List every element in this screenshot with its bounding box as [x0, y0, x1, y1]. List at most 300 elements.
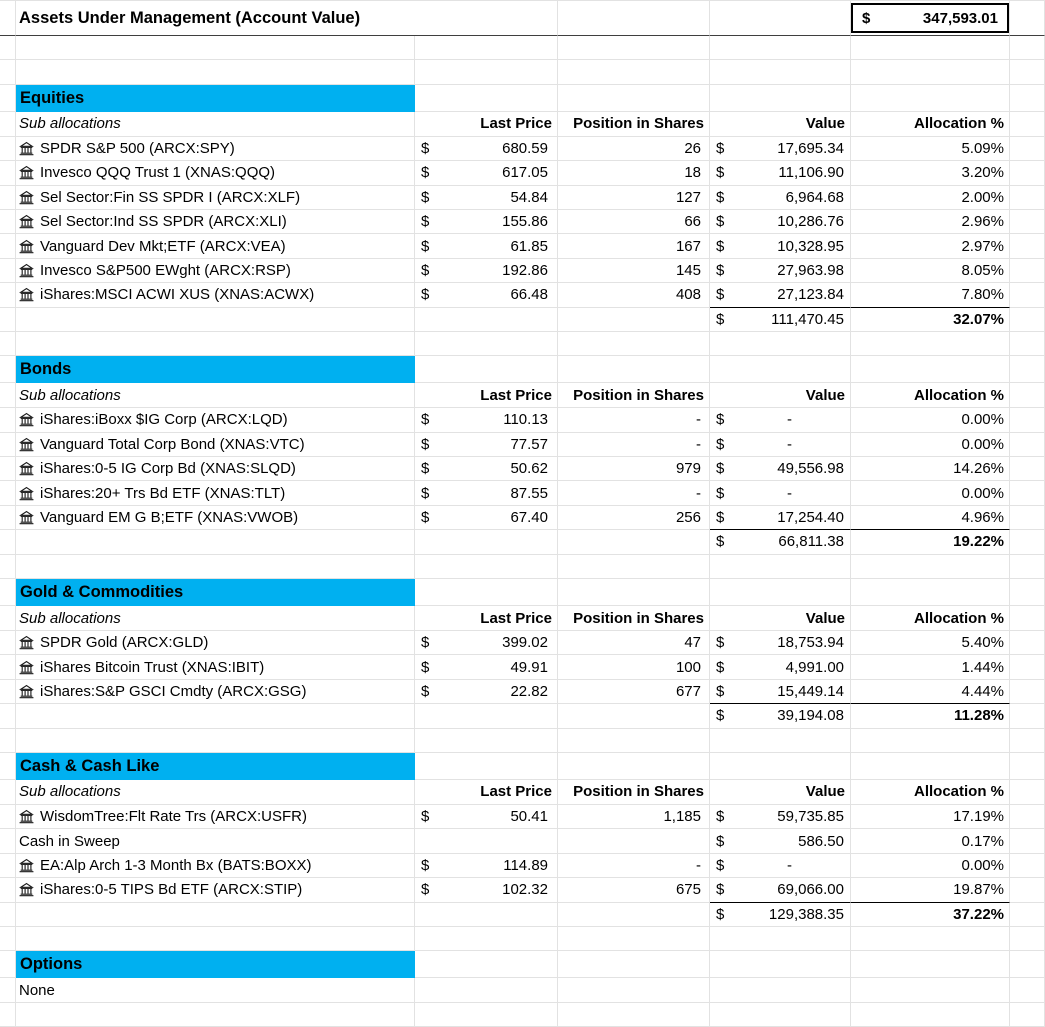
- cell-blank[interactable]: [558, 555, 710, 579]
- cell-blank[interactable]: [0, 729, 16, 753]
- cell-blank[interactable]: [558, 704, 710, 728]
- last-price-cell[interactable]: [415, 655, 558, 679]
- column-header-value[interactable]: Value: [710, 606, 851, 631]
- cell-blank[interactable]: [0, 655, 16, 679]
- position-cell[interactable]: [558, 829, 710, 853]
- cell-blank[interactable]: [710, 978, 851, 1002]
- last-price-cell[interactable]: [415, 854, 558, 878]
- cell-blank[interactable]: [558, 85, 710, 112]
- cell-blank[interactable]: [1010, 0, 1045, 36]
- value-cell[interactable]: [710, 631, 851, 655]
- cell-blank[interactable]: [851, 978, 1010, 1002]
- amount: 110.13: [503, 411, 548, 429]
- cell-blank[interactable]: [558, 978, 710, 1002]
- cell-blank[interactable]: [0, 36, 16, 60]
- cell-blank[interactable]: [415, 85, 558, 112]
- account-value-cell[interactable]: [851, 0, 1010, 36]
- cell-blank[interactable]: [0, 332, 16, 356]
- value-cell[interactable]: [710, 433, 851, 457]
- position-cell[interactable]: -: [558, 408, 710, 432]
- column-header-position[interactable]: Position in Shares: [558, 383, 710, 408]
- cell-blank[interactable]: [851, 85, 1010, 112]
- section-header-options[interactable]: Options: [16, 951, 415, 978]
- cell-blank[interactable]: [710, 927, 851, 951]
- last-price-cell[interactable]: [415, 210, 558, 234]
- position-cell[interactable]: 979: [558, 457, 710, 481]
- amount: 15,449.14: [777, 683, 844, 700]
- cell-blank[interactable]: [16, 60, 415, 84]
- instrument-cell[interactable]: [16, 481, 415, 505]
- cell-blank[interactable]: [1010, 481, 1045, 505]
- cell-blank[interactable]: [0, 234, 16, 258]
- sub-allocations-label[interactable]: Sub allocations: [16, 383, 415, 408]
- instrument-label: iShares:20+ Trs Bd ETF (XNAS:TLT): [40, 484, 286, 502]
- last-price-cell[interactable]: [415, 259, 558, 283]
- cell-blank[interactable]: [0, 1003, 16, 1027]
- position-cell[interactable]: 127: [558, 186, 710, 210]
- cell-blank[interactable]: [1010, 356, 1045, 383]
- cell-blank[interactable]: [851, 60, 1010, 84]
- allocation-cell[interactable]: 2.96%: [851, 210, 1010, 234]
- value-cell[interactable]: [710, 161, 851, 185]
- cell-blank[interactable]: [1010, 60, 1045, 84]
- cell-blank[interactable]: [415, 729, 558, 753]
- allocation-cell[interactable]: 14.26%: [851, 457, 1010, 481]
- cell-blank[interactable]: [0, 530, 16, 554]
- cell-blank[interactable]: [0, 112, 16, 137]
- cell-blank[interactable]: [415, 927, 558, 951]
- cell-blank[interactable]: [415, 579, 558, 606]
- cell-blank[interactable]: [0, 631, 16, 655]
- cell-blank[interactable]: [1010, 854, 1045, 878]
- cell-blank[interactable]: [558, 927, 710, 951]
- section-note[interactable]: None: [16, 978, 415, 1002]
- cell-blank[interactable]: [851, 927, 1010, 951]
- cell-blank[interactable]: [710, 729, 851, 753]
- section-total-value[interactable]: [710, 308, 851, 332]
- cell-blank[interactable]: [1010, 729, 1045, 753]
- cell-blank[interactable]: [415, 978, 558, 1002]
- position-cell[interactable]: 408: [558, 283, 710, 307]
- value-cell[interactable]: [710, 481, 851, 505]
- cell-blank[interactable]: [710, 36, 851, 60]
- cell-blank[interactable]: [851, 729, 1010, 753]
- cell-blank[interactable]: [1010, 606, 1045, 631]
- instrument-cell[interactable]: [16, 854, 415, 878]
- allocation-cell[interactable]: 8.05%: [851, 259, 1010, 283]
- instrument-cell[interactable]: [16, 829, 415, 853]
- cell-blank[interactable]: [0, 927, 16, 951]
- currency-symbol: $: [716, 881, 725, 899]
- cell-blank[interactable]: [0, 383, 16, 408]
- amount: 67.40: [510, 509, 548, 527]
- instrument-cell[interactable]: [16, 186, 415, 210]
- column-header-allocation[interactable]: Allocation %: [851, 606, 1010, 631]
- value-cell[interactable]: [710, 506, 851, 530]
- value-cell[interactable]: [710, 878, 851, 902]
- last-price-cell[interactable]: [415, 481, 558, 505]
- column-header-allocation[interactable]: Allocation %: [851, 383, 1010, 408]
- sub-allocations-label[interactable]: Sub allocations: [16, 112, 415, 137]
- cell-blank[interactable]: [16, 332, 415, 356]
- cell-blank[interactable]: [558, 579, 710, 606]
- cell-blank[interactable]: [0, 951, 16, 978]
- sub-allocations-label[interactable]: Sub allocations: [16, 606, 415, 631]
- cell-blank[interactable]: [0, 704, 16, 728]
- allocation-cell[interactable]: 0.17%: [851, 829, 1010, 853]
- cell-blank[interactable]: [0, 0, 16, 36]
- cell-blank[interactable]: [1010, 978, 1045, 1002]
- value-cell[interactable]: [710, 137, 851, 161]
- cell-blank[interactable]: [558, 753, 710, 780]
- cell-blank[interactable]: [0, 356, 16, 383]
- cell-blank[interactable]: [16, 1003, 415, 1027]
- cell-blank[interactable]: [0, 978, 16, 1002]
- column-header-allocation[interactable]: Allocation %: [851, 780, 1010, 805]
- last-price-cell[interactable]: [415, 680, 558, 704]
- sub-allocations-label[interactable]: Sub allocations: [16, 780, 415, 805]
- cell-blank[interactable]: [16, 704, 415, 728]
- cell-blank[interactable]: [0, 433, 16, 457]
- last-price-cell[interactable]: [415, 137, 558, 161]
- cell-blank[interactable]: [558, 308, 710, 332]
- cell-blank[interactable]: [0, 555, 16, 579]
- last-price-cell[interactable]: [415, 805, 558, 829]
- cell-blank[interactable]: [1010, 161, 1045, 185]
- cell-blank[interactable]: [0, 457, 16, 481]
- empty-row: [0, 555, 1045, 579]
- allocation-cell[interactable]: 19.87%: [851, 878, 1010, 902]
- cell-blank[interactable]: [415, 332, 558, 356]
- cell-blank[interactable]: [0, 805, 16, 829]
- position-cell[interactable]: 1,185: [558, 805, 710, 829]
- column-header-value[interactable]: Value: [710, 112, 851, 137]
- section-header-equities[interactable]: Equities: [16, 85, 415, 112]
- last-price-cell[interactable]: [415, 408, 558, 432]
- cell-blank[interactable]: [1010, 555, 1045, 579]
- value-cell[interactable]: [710, 234, 851, 258]
- cell-blank[interactable]: [1010, 210, 1045, 234]
- instrument-cell[interactable]: [16, 234, 415, 258]
- section-header-bonds[interactable]: Bonds: [16, 356, 415, 383]
- cell-blank[interactable]: [0, 210, 16, 234]
- cell-blank[interactable]: [851, 951, 1010, 978]
- section-total-allocation[interactable]: 19.22%: [851, 530, 1010, 554]
- cell-blank[interactable]: [1010, 1003, 1045, 1027]
- instrument-cell[interactable]: [16, 506, 415, 530]
- cell-blank[interactable]: [0, 60, 16, 84]
- instrument-row: [0, 680, 1045, 704]
- cell-blank[interactable]: [0, 579, 16, 606]
- cell-blank[interactable]: [0, 829, 16, 853]
- instrument-cell[interactable]: [16, 161, 415, 185]
- position-cell[interactable]: 256: [558, 506, 710, 530]
- last-price-cell[interactable]: [415, 283, 558, 307]
- cell-blank[interactable]: [415, 1003, 558, 1027]
- position-cell[interactable]: -: [558, 433, 710, 457]
- cell-blank[interactable]: [1010, 457, 1045, 481]
- column-header-last-price[interactable]: Last Price: [415, 780, 558, 805]
- cell-blank[interactable]: [710, 0, 851, 36]
- cell-blank[interactable]: [710, 60, 851, 84]
- cell-blank[interactable]: [415, 704, 558, 728]
- cell-blank[interactable]: [558, 951, 710, 978]
- cell-blank[interactable]: [1010, 308, 1045, 332]
- cell-blank[interactable]: [1010, 112, 1045, 137]
- last-price-cell[interactable]: [415, 186, 558, 210]
- cell-blank[interactable]: [415, 903, 558, 927]
- cell-blank[interactable]: [1010, 433, 1045, 457]
- instrument-cell[interactable]: [16, 433, 415, 457]
- value-cell[interactable]: [710, 680, 851, 704]
- value-cell[interactable]: [710, 283, 851, 307]
- cell-blank[interactable]: [0, 506, 16, 530]
- instrument-cell[interactable]: [16, 805, 415, 829]
- allocation-cell[interactable]: 3.20%: [851, 161, 1010, 185]
- instrument-cell[interactable]: [16, 680, 415, 704]
- cell-blank[interactable]: [558, 1003, 710, 1027]
- cell-blank[interactable]: [0, 481, 16, 505]
- instrument-cell[interactable]: [16, 137, 415, 161]
- bank-icon: [19, 165, 35, 180]
- position-cell[interactable]: 675: [558, 878, 710, 902]
- page-title[interactable]: Assets Under Management (Account Value): [16, 0, 558, 36]
- cell-blank[interactable]: [558, 356, 710, 383]
- allocation-cell[interactable]: 17.19%: [851, 805, 1010, 829]
- cell-blank[interactable]: [16, 530, 415, 554]
- cell-blank[interactable]: [851, 753, 1010, 780]
- cell-blank[interactable]: [415, 36, 558, 60]
- cell-blank[interactable]: [0, 780, 16, 805]
- cell-blank[interactable]: [415, 951, 558, 978]
- instrument-cell[interactable]: [16, 259, 415, 283]
- cell-blank[interactable]: [415, 308, 558, 332]
- cell-blank[interactable]: [0, 186, 16, 210]
- cell-blank[interactable]: [0, 161, 16, 185]
- last-price-cell[interactable]: [415, 829, 558, 853]
- cell-blank[interactable]: [16, 36, 415, 60]
- position-cell[interactable]: 66: [558, 210, 710, 234]
- cell-blank[interactable]: [851, 555, 1010, 579]
- allocation-cell[interactable]: 4.44%: [851, 680, 1010, 704]
- cell-blank[interactable]: [558, 903, 710, 927]
- instrument-cell[interactable]: [16, 283, 415, 307]
- value-cell[interactable]: [710, 408, 851, 432]
- value-cell[interactable]: [710, 829, 851, 853]
- allocation-cell[interactable]: 0.00%: [851, 854, 1010, 878]
- section-total-value[interactable]: [710, 530, 851, 554]
- instrument-cell[interactable]: [16, 210, 415, 234]
- cell-blank[interactable]: [415, 555, 558, 579]
- cell-blank[interactable]: [851, 579, 1010, 606]
- cell-blank[interactable]: [1010, 85, 1045, 112]
- cell-blank[interactable]: [1010, 506, 1045, 530]
- cell-blank[interactable]: [1010, 655, 1045, 679]
- position-cell[interactable]: 18: [558, 161, 710, 185]
- cell-blank[interactable]: [710, 951, 851, 978]
- cell-blank[interactable]: [710, 1003, 851, 1027]
- cell-blank[interactable]: [1010, 927, 1045, 951]
- cell-blank[interactable]: [16, 729, 415, 753]
- allocation-cell[interactable]: 4.96%: [851, 506, 1010, 530]
- cell-blank[interactable]: [851, 356, 1010, 383]
- cell-blank[interactable]: [851, 1003, 1010, 1027]
- cell-blank[interactable]: [1010, 137, 1045, 161]
- cell-blank[interactable]: [1010, 631, 1045, 655]
- cell-blank[interactable]: [710, 579, 851, 606]
- position-cell[interactable]: 145: [558, 259, 710, 283]
- cell-blank[interactable]: [0, 283, 16, 307]
- cell-blank[interactable]: [1010, 780, 1045, 805]
- cell-blank[interactable]: [1010, 36, 1045, 60]
- position-cell[interactable]: 100: [558, 655, 710, 679]
- cell-blank[interactable]: [1010, 332, 1045, 356]
- cell-blank[interactable]: [415, 753, 558, 780]
- cell-blank[interactable]: [851, 332, 1010, 356]
- cell-blank[interactable]: [1010, 234, 1045, 258]
- cell-blank[interactable]: [558, 530, 710, 554]
- cell-blank[interactable]: [1010, 530, 1045, 554]
- section-total-value[interactable]: [710, 704, 851, 728]
- cell-blank[interactable]: [16, 308, 415, 332]
- instrument-cell[interactable]: [16, 631, 415, 655]
- column-header-value[interactable]: Value: [710, 383, 851, 408]
- column-header-value[interactable]: Value: [710, 780, 851, 805]
- value-cell[interactable]: [710, 186, 851, 210]
- cell-blank[interactable]: [558, 0, 710, 36]
- instrument-cell[interactable]: [16, 457, 415, 481]
- cell-blank[interactable]: [710, 332, 851, 356]
- allocation-cell[interactable]: 2.97%: [851, 234, 1010, 258]
- column-header-last-price[interactable]: Last Price: [415, 112, 558, 137]
- cell-blank[interactable]: [415, 356, 558, 383]
- cell-blank[interactable]: [0, 606, 16, 631]
- cell-blank[interactable]: [1010, 680, 1045, 704]
- cell-blank[interactable]: [415, 60, 558, 84]
- cell-blank[interactable]: [1010, 408, 1045, 432]
- cell-blank[interactable]: [1010, 951, 1045, 978]
- column-header-last-price[interactable]: Last Price: [415, 383, 558, 408]
- cell-blank[interactable]: [0, 259, 16, 283]
- currency-symbol: $: [716, 435, 725, 453]
- section-header-cash-cash-like[interactable]: Cash & Cash Like: [16, 753, 415, 780]
- cell-blank[interactable]: [16, 903, 415, 927]
- last-price-cell[interactable]: [415, 878, 558, 902]
- cell-blank[interactable]: [710, 555, 851, 579]
- position-cell[interactable]: 47: [558, 631, 710, 655]
- section-total-row-bonds: [0, 530, 1045, 554]
- amount: 69,066.00: [777, 881, 844, 899]
- instrument-cell[interactable]: [16, 408, 415, 432]
- column-header-position[interactable]: Position in Shares: [558, 780, 710, 805]
- last-price-cell[interactable]: [415, 631, 558, 655]
- cell-blank[interactable]: [1010, 903, 1045, 927]
- cell-blank[interactable]: [415, 530, 558, 554]
- position-cell[interactable]: -: [558, 854, 710, 878]
- column-header-last-price[interactable]: Last Price: [415, 606, 558, 631]
- position-cell[interactable]: -: [558, 481, 710, 505]
- cell-blank[interactable]: [1010, 704, 1045, 728]
- cell-blank[interactable]: [1010, 579, 1045, 606]
- cell-blank[interactable]: [0, 137, 16, 161]
- last-price-cell[interactable]: [415, 433, 558, 457]
- section-total-value[interactable]: [710, 903, 851, 927]
- cell-blank[interactable]: [710, 753, 851, 780]
- column-header-allocation[interactable]: Allocation %: [851, 112, 1010, 137]
- cell-blank[interactable]: [0, 308, 16, 332]
- allocation-cell[interactable]: 1.44%: [851, 655, 1010, 679]
- position-cell[interactable]: 26: [558, 137, 710, 161]
- cell-blank[interactable]: [1010, 383, 1045, 408]
- cell-blank[interactable]: [558, 729, 710, 753]
- section-total-row-cash-cash-like: [0, 903, 1045, 927]
- value-cell[interactable]: [710, 259, 851, 283]
- cell-blank[interactable]: [16, 555, 415, 579]
- column-header-position[interactable]: Position in Shares: [558, 112, 710, 137]
- section-header-gold-commodities[interactable]: Gold & Commodities: [16, 579, 415, 606]
- cell-blank[interactable]: [558, 332, 710, 356]
- allocation-cell[interactable]: 5.09%: [851, 137, 1010, 161]
- cell-blank[interactable]: [0, 85, 16, 112]
- last-price-cell[interactable]: [415, 234, 558, 258]
- instrument-cell[interactable]: [16, 655, 415, 679]
- value-cell[interactable]: [710, 210, 851, 234]
- last-price-cell[interactable]: [415, 457, 558, 481]
- column-header-position[interactable]: Position in Shares: [558, 606, 710, 631]
- cell-blank[interactable]: [1010, 753, 1045, 780]
- instrument-cell[interactable]: [16, 878, 415, 902]
- value-cell[interactable]: [710, 457, 851, 481]
- last-price-cell[interactable]: [415, 161, 558, 185]
- cell-blank[interactable]: [1010, 829, 1045, 853]
- cell-blank[interactable]: [1010, 186, 1045, 210]
- allocation-cell[interactable]: 2.00%: [851, 186, 1010, 210]
- cell-blank[interactable]: [851, 36, 1010, 60]
- value-cell[interactable]: [710, 854, 851, 878]
- allocation-cell[interactable]: 5.40%: [851, 631, 1010, 655]
- value-cell[interactable]: [710, 655, 851, 679]
- cell-blank[interactable]: [0, 408, 16, 432]
- section-total-allocation[interactable]: 32.07%: [851, 308, 1010, 332]
- allocation-cell[interactable]: 0.00%: [851, 481, 1010, 505]
- cell-blank[interactable]: [1010, 878, 1045, 902]
- position-cell[interactable]: 167: [558, 234, 710, 258]
- allocation-cell[interactable]: 0.00%: [851, 433, 1010, 457]
- cell-blank[interactable]: [0, 753, 16, 780]
- cell-blank[interactable]: [1010, 283, 1045, 307]
- cell-blank[interactable]: [558, 36, 710, 60]
- value-cell[interactable]: [710, 805, 851, 829]
- section-total-allocation[interactable]: 37.22%: [851, 903, 1010, 927]
- allocation-cell[interactable]: 7.80%: [851, 283, 1010, 307]
- cell-blank[interactable]: [0, 854, 16, 878]
- section-total-allocation[interactable]: 11.28%: [851, 704, 1010, 728]
- amount: 50.41: [510, 808, 548, 826]
- cell-blank[interactable]: [16, 927, 415, 951]
- cell-blank[interactable]: [1010, 259, 1045, 283]
- allocation-cell[interactable]: 0.00%: [851, 408, 1010, 432]
- cell-blank[interactable]: [0, 903, 16, 927]
- cell-blank[interactable]: [0, 680, 16, 704]
- last-price-cell[interactable]: [415, 506, 558, 530]
- bank-icon: [19, 190, 35, 205]
- cell-blank[interactable]: [710, 356, 851, 383]
- cell-blank[interactable]: [0, 878, 16, 902]
- cell-blank[interactable]: [1010, 805, 1045, 829]
- position-cell[interactable]: 677: [558, 680, 710, 704]
- cell-blank[interactable]: [558, 60, 710, 84]
- cell-blank[interactable]: [710, 85, 851, 112]
